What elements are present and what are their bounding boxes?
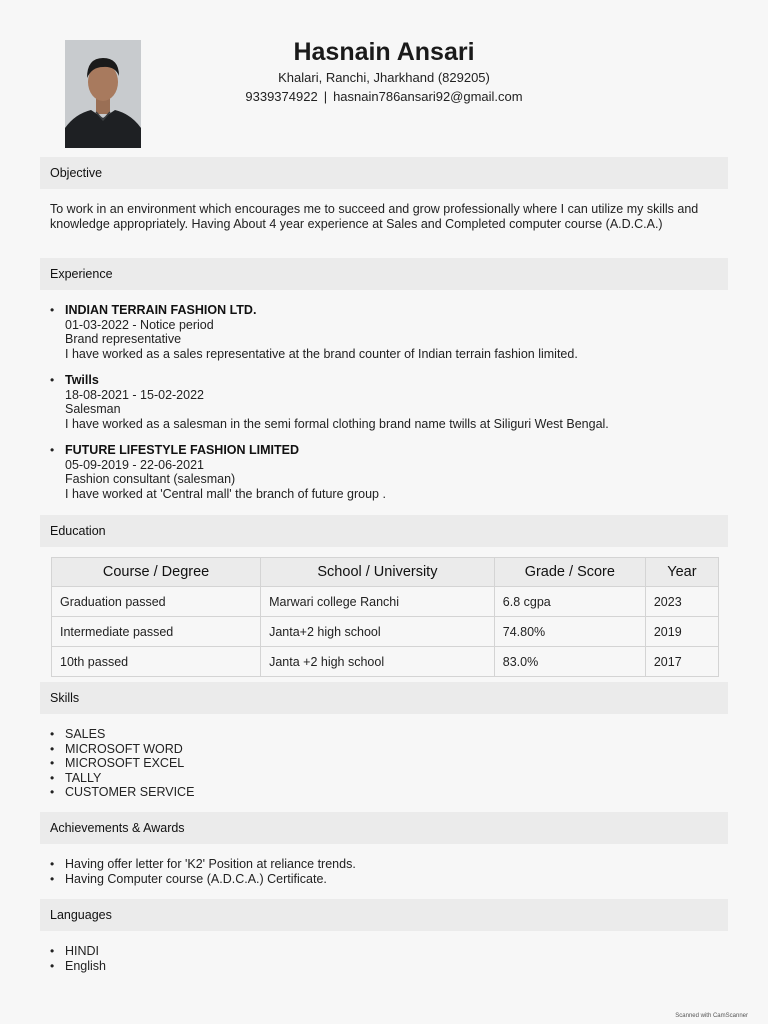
skill-item: • MICROSOFT EXCEL xyxy=(50,756,720,771)
experience-role: Fashion consultant (salesman) xyxy=(65,472,236,486)
table-cell: Marwari college Ranchi xyxy=(261,587,495,617)
education-table xyxy=(51,557,719,677)
experience-company: • FUTURE LIFESTYLE FASHION LIMITED xyxy=(65,443,300,457)
experience-description: I have worked as a sales representative at the brand counter of Indian terrain fashion limited. xyxy=(65,346,578,361)
experience-list xyxy=(50,303,720,513)
table-cell: 74.80% xyxy=(494,617,645,647)
skills-list xyxy=(50,727,720,800)
column-header: Year xyxy=(645,558,718,587)
section-bar-skills xyxy=(40,682,728,714)
language-item: • HINDI xyxy=(50,944,720,959)
section-heading-objective: Objective xyxy=(50,166,103,180)
email-address: hasnain786ansari92@gmail.com xyxy=(333,89,523,104)
table-cell: 83.0% xyxy=(494,647,645,677)
experience-description: I have worked at 'Central mall' the branch of future group . xyxy=(65,486,386,501)
experience-item xyxy=(50,373,720,431)
section-heading-education: Education xyxy=(50,524,106,538)
experience-dates: 01-03-2022 - Notice period xyxy=(65,317,214,332)
table-cell: Janta+2 high school xyxy=(261,617,495,647)
table-cell: Intermediate passed xyxy=(52,617,261,647)
section-heading-skills: Skills xyxy=(50,691,80,705)
section-bar-objective xyxy=(40,157,728,189)
column-header: School / University xyxy=(261,558,495,587)
skill-item: • TALLY xyxy=(50,771,720,786)
section-bar-education xyxy=(40,515,728,547)
profile-photo xyxy=(65,40,141,148)
table-cell: 2017 xyxy=(645,647,718,677)
achievement-item: • Having offer letter for 'K2' Position at reliance trends. xyxy=(50,857,720,872)
experience-role: Salesman xyxy=(65,402,121,416)
skill-item: • SALES xyxy=(50,727,720,742)
experience-company: • Twills xyxy=(65,373,99,387)
experience-dates: 05-09-2019 - 22-06-2021 xyxy=(65,457,204,472)
skill-item: • CUSTOMER SERVICE xyxy=(50,785,720,800)
phone-number: 9339374922 xyxy=(245,89,318,104)
table-row xyxy=(52,647,719,677)
languages-list xyxy=(50,944,720,973)
experience-description: I have worked as a salesman in the semi formal clothing brand name twills at Siliguri West Bengal. xyxy=(65,416,609,431)
experience-role: Brand representative xyxy=(65,332,182,346)
person-photo-icon xyxy=(65,40,141,148)
table-row xyxy=(52,587,719,617)
section-bar-languages xyxy=(40,899,728,931)
section-bar-achievements xyxy=(40,812,728,844)
section-heading-achievements: Achievements & Awards xyxy=(50,821,185,835)
column-header: Grade / Score xyxy=(494,558,645,587)
table-cell: 2023 xyxy=(645,587,718,617)
experience-company: • INDIAN TERRAIN FASHION LTD. xyxy=(65,303,257,317)
section-heading-languages: Languages xyxy=(50,908,112,922)
table-cell: 6.8 cgpa xyxy=(494,587,645,617)
experience-item xyxy=(50,303,720,361)
scanner-watermark: Scanned with CamScanner xyxy=(675,1013,748,1019)
table-cell: 10th passed xyxy=(52,647,261,677)
contact-line xyxy=(150,89,618,104)
column-header: Course / Degree xyxy=(52,558,261,587)
skill-item: • MICROSOFT WORD xyxy=(50,742,720,757)
objective-text: To work in an environment which encourages me to succeed and grow professionally where I can utilize my skills and knowledge appropriately. Having About 4 year experience at Sales and Completed computer course (A.D.C.A.) xyxy=(50,202,699,231)
table-header-row xyxy=(52,558,719,587)
address: Khalari, Ranchi, Jharkhand (829205) xyxy=(278,70,490,85)
language-item: • English xyxy=(50,959,720,974)
achievement-item: • Having Computer course (A.D.C.A.) Certificate. xyxy=(50,872,720,887)
experience-item xyxy=(50,443,720,501)
table-cell: Graduation passed xyxy=(52,587,261,617)
table-row xyxy=(52,617,719,647)
section-heading-experience: Experience xyxy=(50,267,113,281)
achievements-list xyxy=(50,857,720,886)
table-cell: Janta +2 high school xyxy=(261,647,495,677)
experience-dates: 18-08-2021 - 15-02-2022 xyxy=(65,387,204,402)
section-bar-experience xyxy=(40,258,728,290)
candidate-name: Hasnain Ansari xyxy=(293,38,475,66)
contact-separator: | xyxy=(323,89,328,104)
table-cell: 2019 xyxy=(645,617,718,647)
